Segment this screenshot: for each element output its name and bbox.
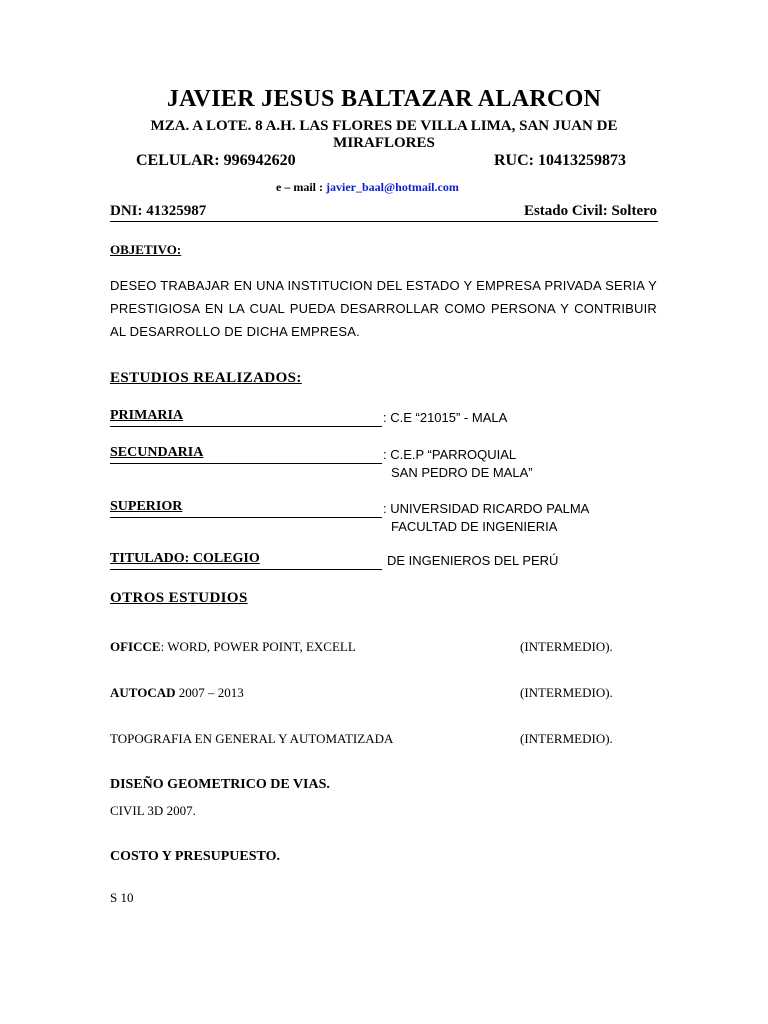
email-label: e – mail : (276, 180, 326, 194)
otros-heading: OTROS ESTUDIOS (110, 590, 248, 606)
email-line (276, 180, 459, 195)
objetivo-text: DESEO TRABAJAR EN UNA INSTITUCION DEL ESTADO Y EMPRESA PRIVADA SERIA Y PRESTIGIOSA EN LA CUAL PUEDA DESARROLLAR COMO PERSONA Y CONTRIBUIR AL DESARROLLO DE DICHA EMPRESA. (110, 278, 657, 339)
email-link[interactable]: javier_baal@hotmail.com (326, 180, 459, 194)
tool-level-autocad: (INTERMEDIO). (520, 685, 613, 700)
applicant-name: JAVIER JESUS BALTAZAR ALARCON (166, 86, 602, 112)
celular: CELULAR: 996942620 (136, 152, 296, 169)
secundaria-underline (110, 463, 382, 464)
tool-item-topografia: TOPOGRAFIA EN GENERAL Y AUTOMATIZADA (110, 731, 394, 746)
header-divider (110, 221, 658, 222)
estado-civil: Estado Civil: Soltero (523, 203, 657, 219)
primaria-underline (110, 426, 382, 427)
address: MZA. A LOTE. 8 A.H. LAS FLORES DE VILLA LIMA, SAN JUAN DE MIRAFLORES (150, 118, 618, 151)
costo-text: S 10 (110, 890, 134, 905)
costo-heading: COSTO Y PRESUPUESTO. (110, 849, 280, 864)
titulado-value: DE INGENIEROS DEL PERÚ (387, 553, 559, 568)
diseno-text: CIVIL 3D 2007. (110, 803, 196, 818)
secundaria-value-2: SAN PEDRO DE MALA” (391, 465, 533, 480)
titulado-label: TITULADO: COLEGIO (110, 551, 260, 566)
primaria-value: : C.E “21015” - MALA (383, 410, 508, 425)
tool-item-oficce: OFICCE: WORD, POWER POINT, EXCELL (110, 639, 356, 654)
superior-value-1: : UNIVERSIDAD RICARDO PALMA (383, 501, 590, 516)
tool-level-topografia: (INTERMEDIO). (520, 731, 613, 746)
secundaria-label: SECUNDARIA (110, 445, 204, 460)
superior-underline (110, 517, 382, 518)
secundaria-value-1: : C.E.P “PARROQUIAL (383, 447, 517, 462)
dni: DNI: 41325987 (110, 203, 207, 219)
superior-label: SUPERIOR (110, 499, 183, 514)
tool-level-oficce: (INTERMEDIO). (520, 639, 613, 654)
superior-value-2: FACULTAD DE INGENIERIA (391, 519, 558, 534)
ruc: RUC: 10413259873 (494, 152, 626, 169)
diseno-heading: DISEÑO GEOMETRICO DE VIAS. (110, 777, 330, 792)
estudios-heading: ESTUDIOS REALIZADOS: (110, 370, 302, 386)
primaria-label: PRIMARIA (110, 408, 184, 423)
objetivo-heading: OBJETIVO: (110, 242, 182, 257)
titulado-underline (110, 569, 382, 570)
tool-item-autocad: AUTOCAD 2007 – 2013 (110, 685, 244, 700)
